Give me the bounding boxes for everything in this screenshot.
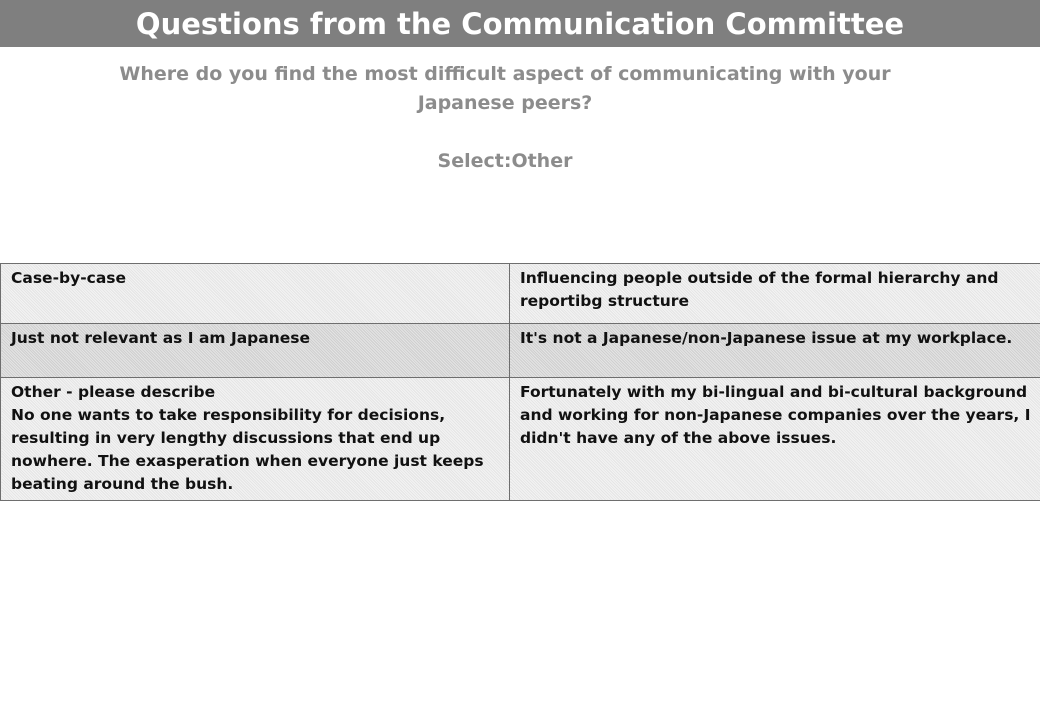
response-text: No one wants to take responsibility for decisions, resulting in very lengthy discussions that end up nowhere. The exasperation when everyone just keeps beating around the bush. [11,406,484,493]
table-row [1,264,1040,324]
question-line-1: Where do you find the most difficult aspect of communicating with your [119,63,891,85]
response-cell: Influencing people outside of the formal hierarchy and reportibg structure [510,264,1040,324]
table-row [1,324,1040,378]
question-line-2: Japanese peers? [417,92,593,114]
response-label: Other - please describe [11,383,216,401]
response-cell: Case-by-case [1,264,510,324]
selection-label: Select:Other [437,150,573,172]
table-row [1,378,1040,501]
response-cell: It's not a Japanese/non-Japanese issue at my workplace. [510,324,1040,378]
question-text [60,60,950,118]
response-cell: Fortunately with my bi-lingual and bi-cultural background and working for non-Japanese companies over the years, I didn't have any of the above issues. [510,378,1040,501]
responses-table [0,263,1040,501]
response-cell: Just not relevant as I am Japanese [1,324,510,378]
response-cell [1,378,510,501]
page-title: Questions from the Communication Committee [135,6,905,41]
title-bar [0,0,1040,47]
